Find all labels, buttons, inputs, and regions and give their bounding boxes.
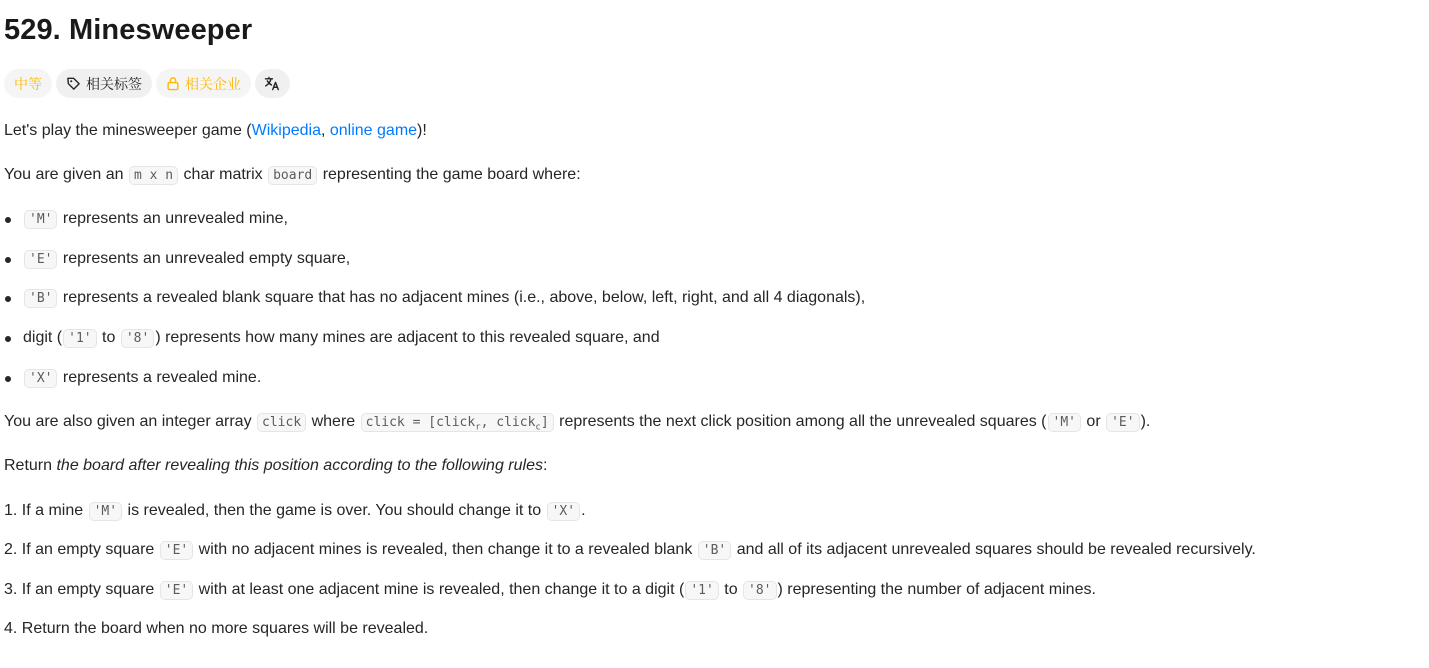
rule-number: 2. — [4, 541, 18, 558]
rule-text: If an empty square — [17, 541, 159, 558]
rule-text: . — [581, 502, 586, 519]
tag-icon — [66, 76, 81, 91]
click-text: represents the next click position among all the unrevealed squares ( — [554, 413, 1047, 430]
bullet-icon — [5, 217, 11, 223]
rule-item — [4, 578, 1096, 603]
online-game-link[interactable]: online game — [329, 122, 418, 139]
inline-code: board — [268, 166, 317, 185]
intro-text: Let's play the minesweeper game ( — [4, 122, 252, 139]
inline-code: 'E' — [1106, 413, 1139, 432]
list-item-text: represents an unrevealed mine, — [58, 210, 288, 227]
rule-text: If a mine — [17, 502, 88, 519]
inline-code: 'B' — [698, 541, 731, 560]
code-subscript: r — [475, 422, 481, 433]
intro-separator: , — [320, 122, 330, 139]
rule-text: with no adjacent mines is revealed, then change it to a revealed blank — [194, 541, 697, 558]
inline-code: 'X' — [547, 502, 580, 521]
wikipedia-link[interactable]: Wikipedia — [251, 122, 321, 139]
lock-icon — [166, 76, 180, 91]
list-item-text: represents a revealed mine. — [58, 369, 262, 386]
return-paragraph — [4, 454, 547, 478]
list-item — [4, 286, 865, 311]
inline-code: 'E' — [160, 541, 193, 560]
rule-number: 1. — [4, 502, 18, 519]
rule-text: Return the board when no more squares will be revealed. — [17, 620, 429, 637]
inline-code: 'E' — [24, 250, 57, 269]
return-text: Return — [4, 457, 57, 474]
code-part: click = [click — [365, 415, 476, 430]
rule-text: is revealed, then the game is over. You should change it to — [123, 502, 546, 519]
list-item-text: to — [97, 329, 120, 346]
click-text: You are also given an integer array — [4, 413, 257, 430]
rule-text: to — [719, 581, 743, 598]
related-tags-label: 相关标签 — [86, 75, 142, 92]
bullet-icon — [5, 376, 11, 382]
inline-code: 'M' — [24, 210, 57, 229]
board-paragraph — [4, 163, 581, 188]
rule-number: 4. — [4, 620, 18, 637]
list-item-text: represents an unrevealed empty square, — [58, 250, 351, 267]
difficulty-badge — [4, 69, 52, 98]
inline-code: m x n — [129, 166, 178, 185]
code-part: ] — [540, 415, 549, 430]
rule-item — [4, 499, 586, 524]
bullet-icon — [5, 336, 11, 342]
intro-end: )! — [417, 122, 427, 139]
return-emphasis: the board after revealing this position according to the following rules — [56, 457, 543, 474]
click-text: ). — [1140, 413, 1151, 430]
given-text: You are given an — [4, 166, 128, 183]
translate-button[interactable] — [255, 69, 290, 98]
related-companies-label: 相关企业 — [185, 75, 241, 92]
bullet-icon — [5, 257, 11, 263]
inline-code: 'M' — [89, 502, 122, 521]
inline-code: click — [257, 413, 306, 432]
translate-icon — [264, 76, 281, 91]
inline-code: 'M' — [1048, 413, 1081, 432]
click-text: where — [307, 413, 360, 430]
rule-text: with at least one adjacent mine is revealed, then change it to a digit ( — [194, 581, 685, 598]
list-item — [4, 247, 350, 272]
rule-text: If an empty square — [17, 581, 159, 598]
click-paragraph — [4, 410, 1150, 440]
rule-text: ) representing the number of adjacent mines. — [777, 581, 1096, 598]
list-item-text: digit ( — [23, 329, 63, 346]
rule-item — [4, 617, 428, 641]
list-item-text: ) represents how many mines are adjacent to this revealed square, and — [155, 329, 660, 346]
list-item — [4, 326, 660, 351]
click-text: or — [1081, 413, 1106, 430]
given-text: char matrix — [179, 166, 268, 183]
inline-code: 'E' — [160, 581, 193, 600]
related-tags-button[interactable] — [56, 69, 152, 98]
list-item-text: represents a revealed blank square that has no adjacent mines (i.e., above, below, left, right, and all 4 diagonals), — [58, 289, 866, 306]
problem-title: 529. Minesweeper — [4, 14, 253, 46]
rule-number: 3. — [4, 581, 18, 598]
list-item — [4, 207, 288, 232]
inline-code: 'X' — [24, 369, 57, 388]
inline-code — [361, 413, 554, 432]
code-subscript: c — [535, 422, 541, 433]
inline-code: 'B' — [24, 289, 57, 308]
inline-code: '8' — [121, 329, 154, 348]
inline-code: '8' — [743, 581, 776, 600]
rule-item — [4, 538, 1256, 563]
given-text: representing the game board where: — [318, 166, 581, 183]
rule-text: and all of its adjacent unrevealed squares should be revealed recursively. — [732, 541, 1256, 558]
inline-code: '1' — [63, 329, 96, 348]
return-text: : — [542, 457, 548, 474]
code-part: , click — [480, 415, 536, 430]
tag-bar — [4, 69, 290, 98]
intro-paragraph — [4, 119, 427, 143]
list-item — [4, 366, 261, 391]
difficulty-label: 中等 — [14, 75, 42, 92]
related-companies-button[interactable] — [156, 69, 251, 98]
inline-code: '1' — [685, 581, 718, 600]
bullet-icon — [5, 296, 11, 302]
